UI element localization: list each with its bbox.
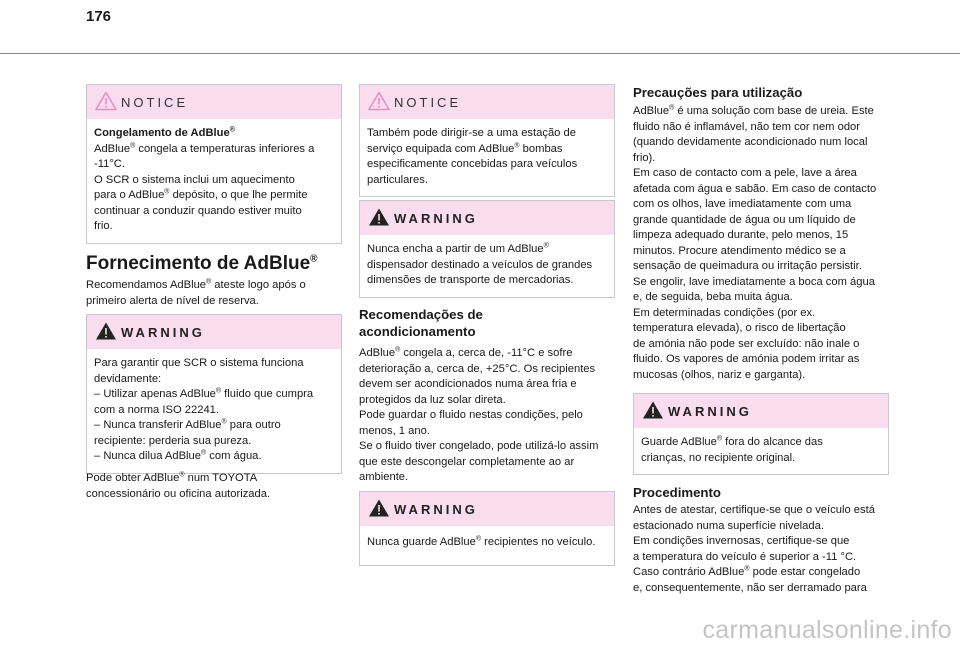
page-number: 176: [86, 8, 112, 25]
text-line: recipiente: perderia sua pureza.: [94, 434, 252, 447]
text-line: Pode obter AdBlue: [86, 472, 180, 484]
text-line: AdBlue: [94, 142, 131, 155]
warning-header: [87, 315, 341, 349]
text-line: Se engolir, lave imediatamente a boca com água: [633, 275, 875, 288]
warning-triangle-icon: [368, 498, 390, 518]
text-line: com água.: [206, 450, 262, 462]
section-heading-supply: [86, 253, 318, 275]
warning-header: [634, 394, 888, 428]
text-line: Em condições invernosas, certifique-se que: [633, 535, 850, 547]
heading-text: Recomendações de: [359, 307, 483, 322]
text-line: minutos. Procure atendimento médico se a: [633, 244, 846, 257]
registered-mark: ®: [200, 449, 207, 457]
text-line: dispensador destinado a veículos de grandes: [367, 258, 593, 271]
warning-label: WARNING: [121, 325, 205, 340]
text-line: (quando devidamente acondicionado num local: [633, 136, 868, 148]
text-line: Caso contrário AdBlue: [633, 566, 745, 578]
notice-box-freezing: [86, 84, 342, 244]
text-line: protegidos da luz solar direta.: [359, 393, 506, 406]
text-line: -11°C.: [94, 158, 125, 170]
text-line: – Nunca transferir AdBlue: [94, 419, 222, 431]
storage-text: [359, 346, 615, 486]
registered-mark: ®: [229, 126, 235, 134]
warning-body: [634, 428, 888, 474]
warning-triangle-icon: [368, 207, 390, 227]
registered-mark: ®: [221, 418, 227, 426]
warning-header: [360, 201, 614, 235]
text-line: num TOYOTA: [184, 472, 258, 484]
text-line: com a norma ISO 22241.: [94, 403, 219, 416]
notice-body: [87, 119, 341, 243]
text-line: ateste logo após o: [211, 279, 306, 291]
text-line: Recomendamos AdBlue: [86, 279, 207, 291]
text-line: Para garantir que SCR o sistema funciona: [94, 357, 304, 369]
registered-mark: ®: [669, 104, 675, 112]
text-line: ambiente.: [359, 471, 409, 483]
text-line: fluido. Os vapores de amónia podem irritar as: [633, 353, 860, 365]
text-line: para outro: [226, 419, 281, 431]
text-line: concessionário ou oficina autorizada.: [86, 487, 271, 500]
text-line: Se o fluido tiver congelado, pode utilizá-lo assim: [359, 440, 599, 452]
warning-box-children: [633, 393, 889, 475]
text-line: crianças, no recipiente original.: [641, 451, 796, 464]
text-line: frio.: [94, 220, 113, 232]
notice-warning-icon: [368, 91, 390, 111]
registered-mark: ®: [514, 141, 520, 149]
text-line: Nunca encha a partir de um AdBlue: [367, 243, 544, 255]
text-line: congela a temperaturas inferiores a: [135, 142, 315, 155]
text-line: particulares.: [367, 173, 428, 186]
notice-label: NOTICE: [121, 95, 189, 110]
registered-mark: ®: [310, 253, 318, 265]
warning-triangle-icon: [95, 321, 117, 341]
warning-label: WARNING: [394, 502, 478, 517]
text-line: especificamente concebidas para veículos: [367, 158, 578, 170]
text-line: e, consequentemente, não ser derramado para: [633, 581, 867, 594]
text-line: mucosas (olhos, nariz e garganta).: [633, 368, 806, 381]
heading-text: Fornecimento de AdBlue: [86, 253, 311, 274]
text-line: Guarde AdBlue: [641, 436, 717, 448]
text-line: devidamente:: [94, 372, 162, 385]
text-line: Em determinadas condições (por ex.: [633, 306, 816, 319]
text-line: AdBlue: [633, 105, 670, 117]
text-line: que este descongelar completamente ao ar: [359, 455, 575, 468]
text-line: a temperatura do veículo é superior a -11 °C.: [633, 550, 857, 563]
notice-title: Congelamento de AdBlue: [94, 127, 230, 139]
warning-body: [360, 526, 614, 565]
text-line: congela a, cerca de, -11°C e sofre: [400, 347, 573, 359]
text-line: estacionado numa superfície nivelada.: [633, 519, 824, 532]
registered-mark: ®: [744, 565, 750, 573]
notice-header: [360, 85, 614, 119]
text-line: depósito, o que lhe permite: [169, 189, 308, 201]
section-heading-storage: [359, 306, 483, 340]
procedure-text: [633, 503, 889, 596]
warning-body: [360, 235, 614, 297]
text-line: Antes de atestar, certifique-se que o veículo está: [633, 504, 875, 516]
text-line: dimensões de transporte de mercadorias.: [367, 274, 574, 286]
text-line: fora do alcance das: [722, 436, 823, 448]
text-line: primeiro alerta de nível de reserva.: [86, 294, 259, 307]
registered-mark: ®: [716, 435, 723, 443]
header-divider: [0, 53, 960, 54]
warning-label: WARNING: [668, 404, 752, 419]
text-line: para o AdBlue: [94, 189, 165, 201]
text-line: – Nunca dilua AdBlue: [94, 450, 201, 462]
obtain-text: [86, 471, 342, 502]
supply-intro: [86, 278, 342, 309]
text-line: deterioração a, cerca de, +25°C. Os recipientes: [359, 362, 596, 375]
text-line: devem ser acondicionados numa área fria e: [359, 378, 577, 390]
heading-text: acondicionamento: [359, 324, 476, 339]
text-line: serviço equipada com AdBlue: [367, 142, 515, 155]
warning-triangle-icon: [642, 400, 664, 420]
text-line: O SCR o sistema inclui um aquecimento: [94, 173, 295, 186]
warning-label: WARNING: [394, 211, 478, 226]
registered-mark: ®: [206, 278, 212, 286]
text-line: de amónia não pode ser excluído: não inale o: [633, 337, 860, 350]
text-line: AdBlue: [359, 347, 396, 359]
section-heading-procedure: Procedimento: [633, 485, 721, 500]
text-line: temperatura elevada), o risco de libertação: [633, 322, 846, 334]
warning-header: [360, 492, 614, 526]
warning-box-scr: [86, 314, 342, 474]
text-line: continuar a conduzir quando estiver muito: [94, 204, 302, 217]
registered-mark: ®: [179, 471, 185, 479]
text-line: limpeza adequado durante, pelo menos, 15: [633, 229, 849, 241]
notice-label: NOTICE: [394, 95, 462, 110]
notice-warning-icon: [95, 91, 117, 111]
text-line: fluido que cumpra: [221, 388, 314, 400]
notice-box-station: [359, 84, 615, 197]
registered-mark: ®: [164, 188, 170, 196]
notice-header: [87, 85, 341, 119]
text-line: pode estar congelado: [749, 566, 861, 578]
text-line: bombas: [519, 142, 563, 155]
registered-mark: ®: [130, 141, 136, 149]
warning-box-dispenser: [359, 200, 615, 298]
text-line: menos, 1 ano.: [359, 424, 430, 437]
text-line: frio).: [633, 151, 656, 164]
text-line: Em caso de contacto com a pele, lave a área: [633, 167, 857, 179]
warning-box-vehicle: [359, 491, 615, 566]
text-line: Também pode dirigir-se a uma estação de: [367, 127, 576, 139]
registered-mark: ®: [215, 387, 222, 395]
text-line: sensação de queimadura ou irritação persistir.: [633, 260, 862, 272]
watermark: carmanualsonline.info: [702, 616, 952, 644]
text-line: afetada com água e sabão. Em caso de contacto: [633, 182, 877, 195]
text-line: é uma solução com base de ureia. Este: [674, 105, 874, 117]
text-line: grande quantidade de água ou um líquido de: [633, 213, 856, 226]
registered-mark: ®: [543, 242, 549, 250]
text-line: e, de seguida, beba muita água.: [633, 291, 793, 303]
warning-body: [87, 349, 341, 473]
section-heading-precautions: Precauções para utilização: [633, 85, 803, 100]
registered-mark: ®: [395, 346, 401, 354]
text-line: Pode guardar o fluido nestas condições, pelo: [359, 409, 583, 421]
text-line: recipientes no veículo.: [481, 536, 596, 548]
text-line: com os olhos, lave imediatamente com uma: [633, 198, 852, 210]
registered-mark: ®: [475, 535, 482, 543]
text-line: Nunca guarde AdBlue: [367, 536, 476, 548]
text-line: – Utilizar apenas AdBlue: [94, 388, 216, 400]
notice-body: [360, 119, 614, 196]
precautions-text: [633, 104, 889, 383]
text-line: fluido não é inflamável, não tem cor nem odor: [633, 120, 860, 133]
